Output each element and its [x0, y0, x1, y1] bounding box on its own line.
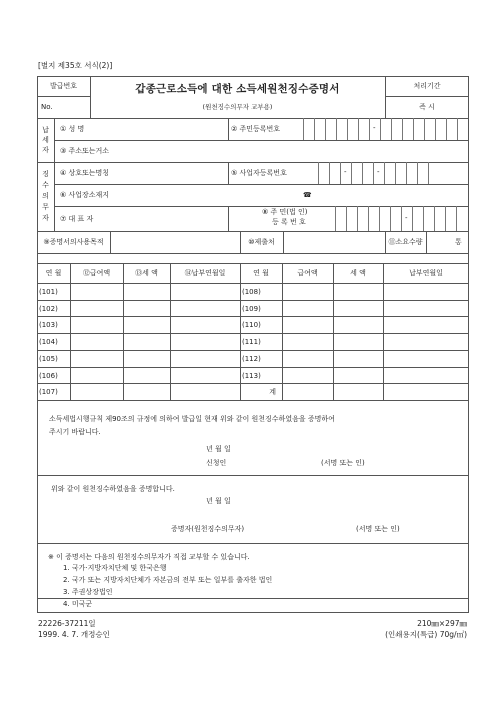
name-label: ① 성 명 [60, 125, 85, 133]
table-column-divider [240, 263, 241, 400]
resident-no-field[interactable]: - [303, 118, 469, 140]
certifier-sign: (서명 또는 인) [356, 525, 400, 533]
table-header-cell: 급여액 [297, 269, 318, 277]
table-row-label: (108) [242, 287, 261, 296]
notes-intro: ※ 이 증명서는 다음의 원천징수의무자가 직접 교부할 수 있습니다. [48, 553, 250, 561]
applicant-text-2: 주시기 바랍니다. [49, 428, 101, 436]
table-row-label: (109) [242, 304, 261, 313]
processing-period-label: 처리기간 [413, 82, 441, 90]
table-column-divider [70, 263, 71, 400]
footer-size: 210㎜×297㎜ [417, 619, 467, 628]
submit-to-label: ⑩제출처 [248, 238, 275, 246]
footer-paper: (인쇄용지(특급) 70g/㎡) [385, 630, 467, 639]
table-header-cell: 연 월 [45, 269, 62, 277]
issue-no-label: 발급번호 [49, 82, 78, 90]
rep-resident-field[interactable]: - [335, 206, 469, 231]
footer-code: 22226-37211일 [38, 619, 96, 628]
withholder-section-label: 징 수 의 무 자 [42, 170, 49, 222]
notes-item-2: 2. 국가 또는 지방자치단체가 자본금의 전부 또는 일부를 출자한 법인 [63, 576, 273, 584]
table-column-divider [383, 263, 384, 400]
certification-date: 년 월 일 [206, 497, 231, 505]
purpose-label: ⑨증명서의사용목적 [43, 238, 104, 246]
no-label: No. [41, 103, 53, 111]
document-title: 갑종근로소득에 대한 소득세원천징수증명서 [135, 82, 340, 95]
table-column-divider [282, 263, 283, 400]
applicant-label: 신청인 [206, 459, 227, 467]
footer-approval: 1999. 4. 7. 개정승인 [38, 630, 110, 639]
table-row-label: 계 [269, 387, 276, 396]
table-header-cell: ⑬세 액 [135, 269, 158, 277]
table-row-label: (110) [242, 320, 261, 329]
resident-no-label: ② 주민등록번호 [231, 125, 281, 133]
table-column-divider [333, 263, 334, 400]
applicant-date: 년 월 일 [206, 445, 231, 453]
notes-item-3: 3. 주권상장법인 [63, 588, 113, 596]
table-row-label: (105) [39, 354, 58, 363]
address-label: ③ 주소또는거소 [60, 147, 110, 155]
table-column-divider [123, 263, 124, 400]
applicant-sign: (서명 또는 인) [321, 459, 365, 467]
table-row-label: (111) [242, 337, 261, 346]
table-row-label: (102) [39, 304, 58, 313]
table-row-label: (103) [39, 320, 58, 329]
table-row-label: (106) [39, 371, 58, 380]
table-column-divider [170, 263, 171, 400]
table-row-label: (113) [242, 371, 261, 380]
table-row-label: (112) [242, 354, 261, 363]
notes-item-4: 4. 미국군 [63, 600, 93, 608]
phone-icon: ☎ [303, 191, 312, 199]
processing-period-value: 즉 시 [419, 103, 435, 111]
table-header-cell: 연 월 [253, 269, 269, 277]
table-header-cell: ⑭납부연월일 [184, 269, 226, 277]
rep-resident-label: ⑧ 주 민(법 인) 등 록 번 호 [262, 208, 308, 226]
table-header-cell: 세 액 [350, 269, 366, 277]
quantity-unit: 통 [455, 238, 462, 246]
document-subtitle: (원천징수의무자 교부용) [202, 102, 273, 111]
taxpayer-section-label: 납 세 자 [42, 126, 49, 154]
biz-location-label: ⑥ 사업장소재지 [60, 191, 110, 199]
table-row-label: (107) [39, 387, 58, 396]
form-reference: [별지 제35호 서식(2)] [38, 61, 113, 70]
certification-text: 위와 같이 원천징수하였음을 증명합니다. [51, 485, 175, 493]
table-header-cell: 납부연월일 [409, 269, 443, 277]
quantity-label: ⑪소요수량 [388, 238, 423, 246]
notes-item-1: 1. 국가·지방자치단체 및 한국은행 [63, 564, 167, 572]
table-row-label: (104) [39, 337, 58, 346]
biz-reg-label: ⑤ 사업자등록번호 [231, 169, 287, 177]
company-label: ④ 상호또는명칭 [60, 169, 110, 177]
representative-label: ⑦ 대 표 자 [60, 214, 94, 223]
applicant-text-1: 소득세법시행규칙 제90조의 규정에 의하여 발급일 현재 위와 같이 원천징수하였음을 증명하여 [49, 415, 335, 423]
table-row-label: (101) [39, 287, 58, 296]
biz-reg-field[interactable]: - - [318, 162, 469, 184]
certifier-label: 증명자(원천징수의무자) [171, 525, 245, 533]
table-header-cell: ⑫급여액 [82, 269, 111, 277]
